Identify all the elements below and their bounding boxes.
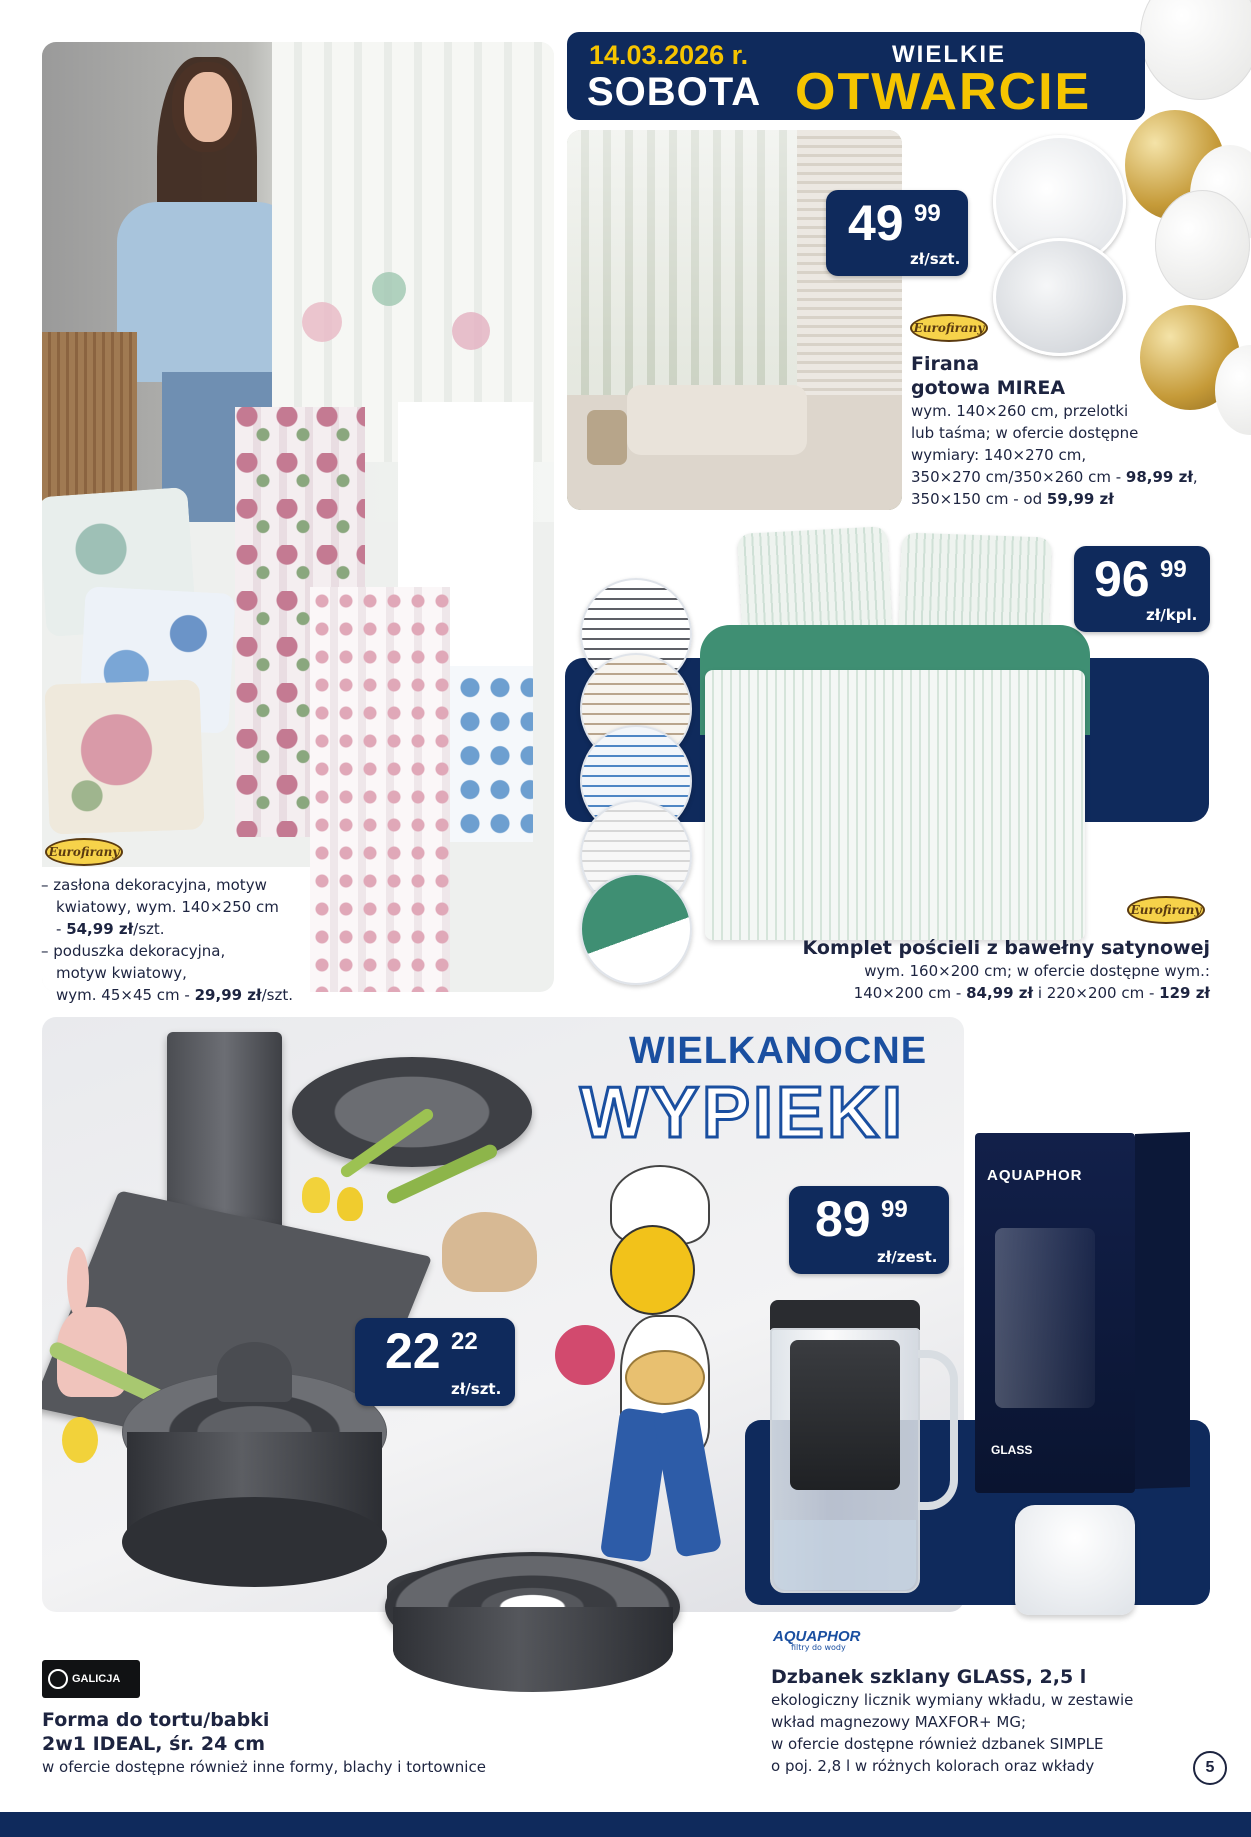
filter-cartridge xyxy=(1015,1505,1135,1615)
decor-line-6: wym. 45×45 cm - 29,99 zł/szt. xyxy=(56,986,293,1004)
bedding-price-tag xyxy=(1074,546,1210,632)
cake-title-2: 2w1 IDEAL, śr. 24 cm xyxy=(42,1733,265,1755)
easter-heading-1: WIELKANOCNE xyxy=(628,1030,928,1072)
glass-jug xyxy=(770,1290,970,1600)
firana-desc-3: wymiary: 140×270 cm, xyxy=(911,446,1087,464)
price-unit: zł/zest. xyxy=(877,1248,938,1266)
box-product-label: GLASS xyxy=(991,1443,1033,1457)
jug-title: Dzbanek szklany GLASS, 2,5 l xyxy=(771,1666,1087,1688)
page-number xyxy=(1193,1751,1227,1785)
price-decimal: 22 xyxy=(451,1328,478,1355)
firana-desc-4: 350×270 cm/350×260 cm - 98,99 zł, xyxy=(911,468,1198,486)
banner-line1: WIELKIE xyxy=(892,41,1006,68)
eurofirany-logo-firana xyxy=(910,314,988,342)
price-decimal: 99 xyxy=(914,200,941,227)
decor-line-3: - 54,99 zł/szt. xyxy=(56,920,165,938)
decor-description xyxy=(41,874,311,1006)
aquaphor-logo xyxy=(773,1628,861,1652)
aquaphor-tagline: filtry do wody xyxy=(791,1643,846,1652)
opening-banner xyxy=(567,32,1145,120)
brand-label: Eurofirany xyxy=(48,845,120,859)
rose-curtain-front xyxy=(310,587,450,992)
duvet-striped xyxy=(705,670,1085,940)
brand-label: Eurofirany xyxy=(1130,903,1202,917)
jug-text xyxy=(771,1665,1211,1777)
jug-desc-3: w ofercie dostępne również dzbanek SIMPLE xyxy=(771,1735,1104,1753)
price-decimal: 99 xyxy=(881,1196,908,1223)
bundt-pan-front xyxy=(385,1552,680,1697)
price-unit: zł/kpl. xyxy=(1146,606,1198,624)
firana-text xyxy=(911,352,1241,510)
jug-price-tag xyxy=(789,1186,949,1274)
jug-desc-1: ekologiczny licznik wymiany wkładu, w zestawie xyxy=(771,1691,1134,1709)
decor-line-4: – poduszka dekoracyjna, xyxy=(41,942,226,960)
bedding-desc-1: wym. 160×200 cm; w ofercie dostępne wym.: xyxy=(864,962,1210,980)
easter-heading-2: WYPIEKI xyxy=(579,1073,906,1153)
bedding-photo xyxy=(690,530,1100,940)
aquaphor-logo-text: AQUAPHOR xyxy=(773,1628,861,1645)
box-brand-label: AQUAPHOR xyxy=(987,1167,1083,1184)
price-integer: 22 xyxy=(385,1323,441,1379)
price-unit: zł/szt. xyxy=(451,1380,502,1398)
galicja-label: GALICJA xyxy=(72,1673,121,1685)
price-integer: 89 xyxy=(815,1191,871,1247)
firana-desc-2: lub taśma; w ofercie dostępne xyxy=(911,424,1139,442)
footer-strip xyxy=(0,1812,1251,1837)
bedding-text xyxy=(700,936,1210,1004)
decor-line-2: kwiatowy, wym. 140×250 cm xyxy=(56,898,279,916)
wooden-bird xyxy=(442,1212,537,1292)
price-unit: zł/szt. xyxy=(910,250,961,268)
banner-date: 14.03.2026 r. xyxy=(589,40,749,70)
eurofirany-logo-bedding xyxy=(1127,896,1205,924)
swatch-green xyxy=(580,873,692,985)
firana-photo xyxy=(567,130,902,510)
eurofirany-logo-decor xyxy=(45,838,123,866)
price-decimal: 99 xyxy=(1160,556,1187,583)
jug-desc-2: wkład magnezowy MAXFOR+ MG; xyxy=(771,1713,1027,1731)
cake-pan-price-tag xyxy=(355,1318,515,1406)
banner-day: SOBOTA xyxy=(587,70,762,114)
firana-detail-circle-2 xyxy=(993,238,1126,356)
floral-curtain-back xyxy=(272,42,554,462)
bedding-title: Komplet pościeli z bawełny satynowej xyxy=(802,937,1210,959)
cake-pan-text xyxy=(42,1708,542,1778)
bedding-desc-2: 140×200 cm - 84,99 zł i 220×200 cm - 129 zł xyxy=(853,984,1210,1002)
price-integer: 49 xyxy=(848,195,904,251)
galicja-logo xyxy=(42,1660,140,1698)
banner-line2: OTWARCIE xyxy=(795,63,1092,121)
page-number-value: 5 xyxy=(1205,1759,1215,1776)
brand-label: Eurofirany xyxy=(913,321,985,335)
firana-price-tag xyxy=(826,190,968,276)
pillow-peony xyxy=(44,679,204,834)
cake-title-1: Forma do tortu/babki xyxy=(42,1709,270,1731)
firana-title-2: gotowa MIREA xyxy=(911,377,1066,399)
bee-chef-mascot xyxy=(555,1165,725,1570)
aquaphor-box xyxy=(975,1133,1195,1493)
price-integer: 96 xyxy=(1094,551,1150,607)
firana-desc-5: 350×150 cm - od 59,99 zł xyxy=(911,490,1114,508)
firana-title-1: Firana xyxy=(911,353,980,375)
firana-desc-1: wym. 140×260 cm, przelotki xyxy=(911,402,1129,420)
cake-desc: w ofercie dostępne również inne formy, blachy i tortownice xyxy=(42,1758,486,1776)
ring-cake-pan xyxy=(122,1342,387,1587)
decor-line-1: – zasłona dekoracyjna, motyw xyxy=(41,876,267,894)
decor-line-5: motyw kwiatowy, xyxy=(56,964,187,982)
galicja-icon xyxy=(48,1669,68,1689)
jug-desc-4: o poj. 2,8 l w różnych kolorach oraz wkłady xyxy=(771,1757,1095,1775)
